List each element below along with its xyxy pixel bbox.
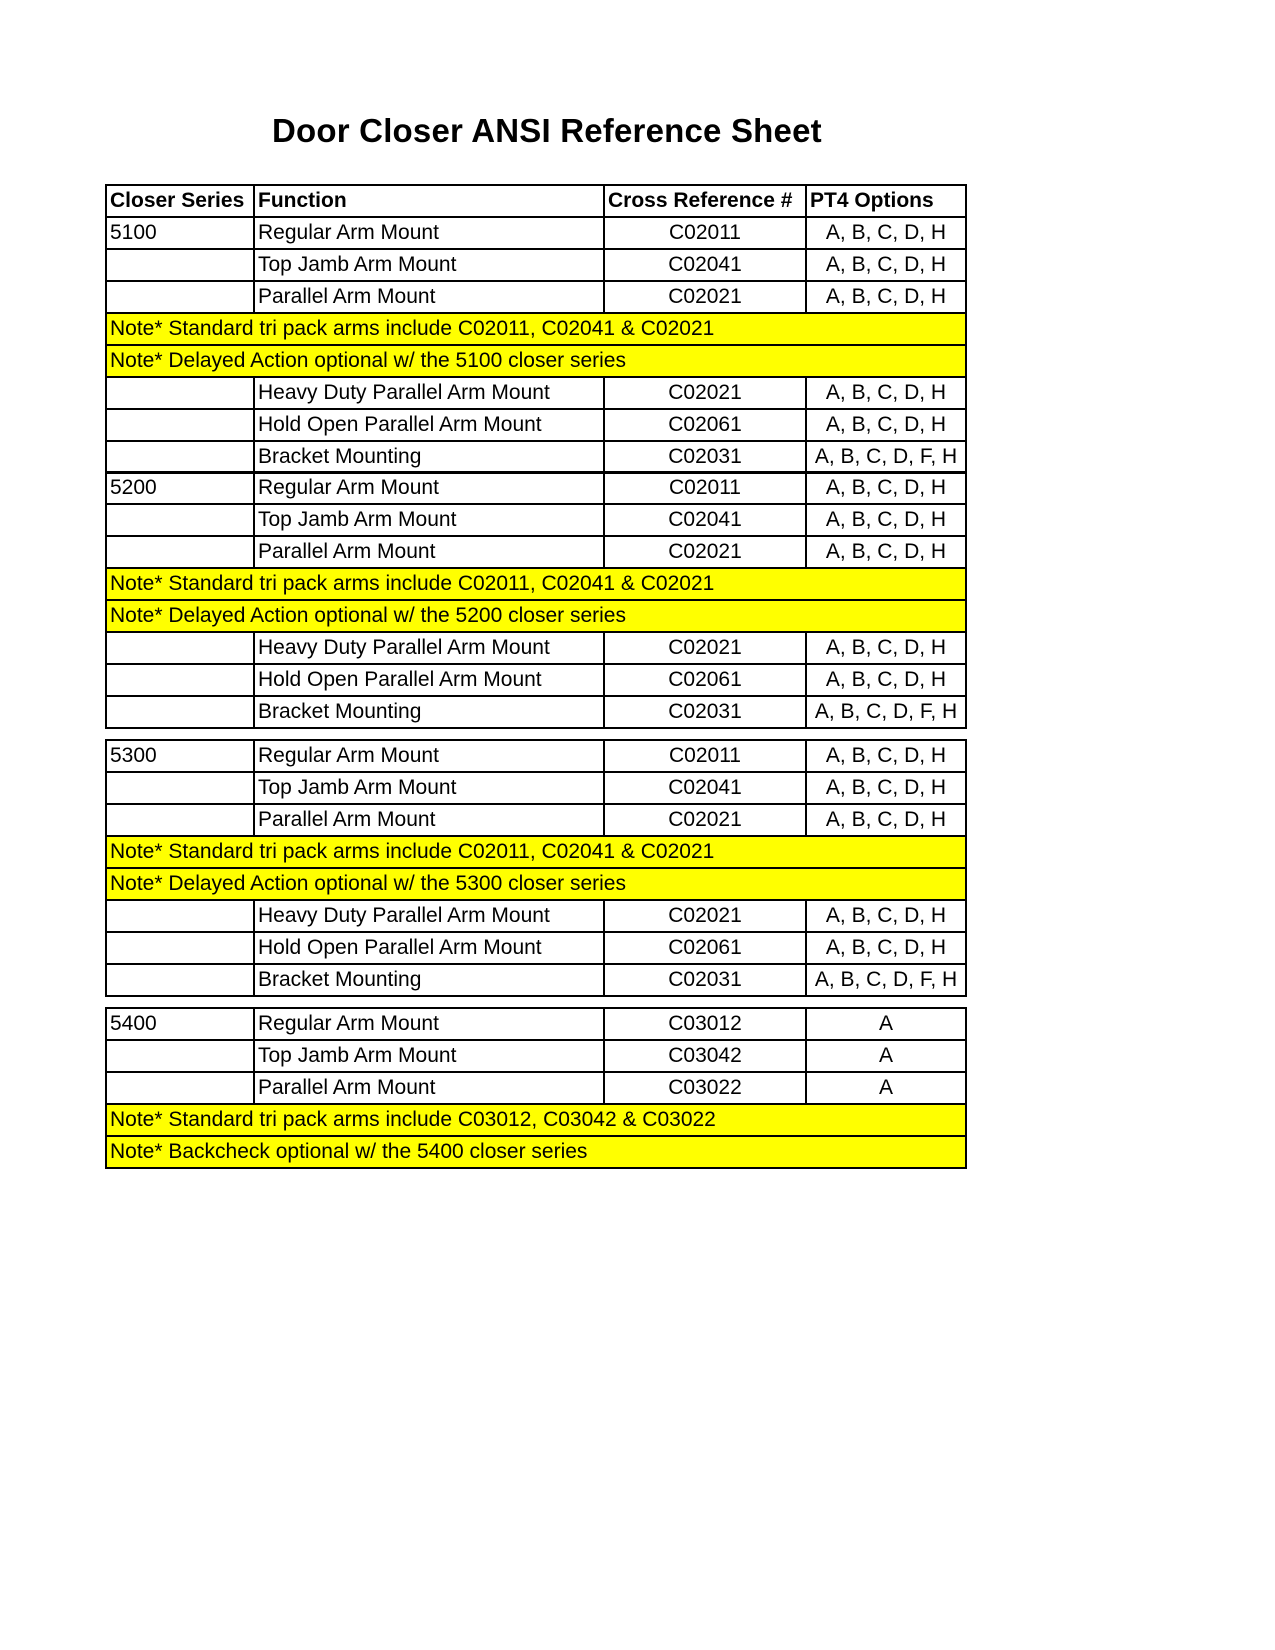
table-row (106, 804, 966, 836)
function-cell: Parallel Arm Mount (254, 281, 604, 313)
series-cell (106, 1040, 254, 1072)
header-closer-series: Closer Series (106, 185, 254, 217)
pt4-options-cell: A, B, C, D, H (806, 472, 966, 504)
function-cell: Top Jamb Arm Mount (254, 1040, 604, 1072)
table-row (106, 932, 966, 964)
cross-reference-cell: C02011 (604, 217, 806, 249)
cross-reference-cell: C02011 (604, 740, 806, 772)
function-cell: Top Jamb Arm Mount (254, 772, 604, 804)
cross-reference-cell: C02021 (604, 804, 806, 836)
function-cell: Regular Arm Mount (254, 740, 604, 772)
cross-reference-cell: C02041 (604, 772, 806, 804)
pt4-options-cell: A, B, C, D, F, H (806, 964, 966, 996)
note-row (106, 868, 966, 900)
function-cell: Hold Open Parallel Arm Mount (254, 664, 604, 696)
note-row (106, 1104, 966, 1136)
note-text: Note* Delayed Action optional w/ the 5200 closer series (106, 600, 966, 632)
function-cell: Regular Arm Mount (254, 472, 604, 504)
function-cell: Regular Arm Mount (254, 217, 604, 249)
series-cell (106, 281, 254, 313)
cross-reference-cell: C02061 (604, 664, 806, 696)
series-cell (106, 932, 254, 964)
page-title: Door Closer ANSI Reference Sheet (272, 112, 822, 149)
series-table (105, 1007, 967, 1169)
pt4-options-cell: A, B, C, D, F, H (806, 441, 966, 473)
header-row (106, 185, 966, 217)
note-text: Note* Delayed Action optional w/ the 5100 closer series (106, 345, 966, 377)
cross-reference-cell: C03022 (604, 1072, 806, 1104)
note-row (106, 836, 966, 868)
note-text: Note* Standard tri pack arms include C02011, C02041 & C02021 (106, 568, 966, 600)
note-row (106, 568, 966, 600)
table-row (106, 1040, 966, 1072)
pt4-options-cell: A, B, C, D, H (806, 932, 966, 964)
note-text: Note* Backcheck optional w/ the 5400 closer series (106, 1136, 966, 1168)
note-text: Note* Standard tri pack arms include C02011, C02041 & C02021 (106, 313, 966, 345)
cross-reference-cell: C02041 (604, 249, 806, 281)
note-text: Note* Delayed Action optional w/ the 5300 closer series (106, 868, 966, 900)
pt4-options-cell: A, B, C, D, H (806, 664, 966, 696)
note-text: Note* Standard tri pack arms include C03012, C03042 & C03022 (106, 1104, 966, 1136)
table-row (106, 472, 966, 504)
note-text: Note* Standard tri pack arms include C02011, C02041 & C02021 (106, 836, 966, 868)
note-row (106, 313, 966, 345)
pt4-options-cell: A (806, 1040, 966, 1072)
table-row (106, 217, 966, 249)
function-cell: Parallel Arm Mount (254, 804, 604, 836)
pt4-options-cell: A, B, C, D, H (806, 900, 966, 932)
pt4-options-cell: A, B, C, D, H (806, 217, 966, 249)
pt4-options-cell: A, B, C, D, H (806, 377, 966, 409)
note-row (106, 600, 966, 632)
pt4-options-cell: A (806, 1008, 966, 1040)
table-row (106, 249, 966, 281)
header-function: Function (254, 185, 604, 217)
table-row (106, 664, 966, 696)
cross-reference-cell: C03042 (604, 1040, 806, 1072)
cross-reference-cell: C02041 (604, 504, 806, 536)
table-row (106, 696, 966, 728)
series-cell: 5100 (106, 217, 254, 249)
series-cell (106, 377, 254, 409)
cross-reference-cell: C03012 (604, 1008, 806, 1040)
function-cell: Heavy Duty Parallel Arm Mount (254, 900, 604, 932)
pt4-options-cell: A, B, C, D, H (806, 409, 966, 441)
series-cell: 5200 (106, 472, 254, 504)
series-cell (106, 900, 254, 932)
function-cell: Hold Open Parallel Arm Mount (254, 409, 604, 441)
table-row (106, 900, 966, 932)
cross-reference-cell: C02031 (604, 696, 806, 728)
cross-reference-cell: C02031 (604, 441, 806, 473)
pt4-options-cell: A, B, C, D, H (806, 632, 966, 664)
function-cell: Bracket Mounting (254, 964, 604, 996)
function-cell: Top Jamb Arm Mount (254, 249, 604, 281)
table-row (106, 772, 966, 804)
table-row (106, 964, 966, 996)
series-cell (106, 536, 254, 568)
pt4-options-cell: A (806, 1072, 966, 1104)
function-cell: Top Jamb Arm Mount (254, 504, 604, 536)
series-cell (106, 1072, 254, 1104)
cross-reference-cell: C02061 (604, 932, 806, 964)
function-cell: Parallel Arm Mount (254, 536, 604, 568)
series-cell (106, 409, 254, 441)
function-cell: Heavy Duty Parallel Arm Mount (254, 632, 604, 664)
table-row (106, 377, 966, 409)
series-cell: 5300 (106, 740, 254, 772)
series-table (105, 739, 967, 997)
table-row (106, 740, 966, 772)
table-row (106, 1008, 966, 1040)
function-cell: Bracket Mounting (254, 696, 604, 728)
header-pt4-options: PT4 Options (806, 185, 966, 217)
series-cell (106, 664, 254, 696)
cross-reference-cell: C02021 (604, 900, 806, 932)
function-cell: Regular Arm Mount (254, 1008, 604, 1040)
function-cell: Bracket Mounting (254, 441, 604, 473)
cross-reference-cell: C02021 (604, 536, 806, 568)
pt4-options-cell: A, B, C, D, F, H (806, 696, 966, 728)
pt4-options-cell: A, B, C, D, H (806, 249, 966, 281)
series-table (105, 471, 967, 729)
series-cell (106, 772, 254, 804)
pt4-options-cell: A, B, C, D, H (806, 740, 966, 772)
pt4-options-cell: A, B, C, D, H (806, 504, 966, 536)
pt4-options-cell: A, B, C, D, H (806, 772, 966, 804)
cross-reference-cell: C02011 (604, 472, 806, 504)
function-cell: Heavy Duty Parallel Arm Mount (254, 377, 604, 409)
header-cross-reference: Cross Reference # (604, 185, 806, 217)
cross-reference-cell: C02061 (604, 409, 806, 441)
table-row (106, 441, 966, 473)
note-row (106, 345, 966, 377)
series-cell (106, 441, 254, 473)
table-row (106, 504, 966, 536)
pt4-options-cell: A, B, C, D, H (806, 536, 966, 568)
series-cell (106, 804, 254, 836)
table-row (106, 409, 966, 441)
cross-reference-cell: C02021 (604, 281, 806, 313)
cross-reference-cell: C02021 (604, 377, 806, 409)
note-row (106, 1136, 966, 1168)
series-cell (106, 249, 254, 281)
function-cell: Hold Open Parallel Arm Mount (254, 932, 604, 964)
table-row (106, 281, 966, 313)
function-cell: Parallel Arm Mount (254, 1072, 604, 1104)
table-row (106, 632, 966, 664)
series-cell (106, 504, 254, 536)
series-cell (106, 964, 254, 996)
table-row (106, 1072, 966, 1104)
cross-reference-cell: C02021 (604, 632, 806, 664)
series-cell: 5400 (106, 1008, 254, 1040)
cross-reference-cell: C02031 (604, 964, 806, 996)
pt4-options-cell: A, B, C, D, H (806, 281, 966, 313)
series-cell (106, 696, 254, 728)
series-table (105, 184, 967, 474)
series-cell (106, 632, 254, 664)
table-row (106, 536, 966, 568)
pt4-options-cell: A, B, C, D, H (806, 804, 966, 836)
